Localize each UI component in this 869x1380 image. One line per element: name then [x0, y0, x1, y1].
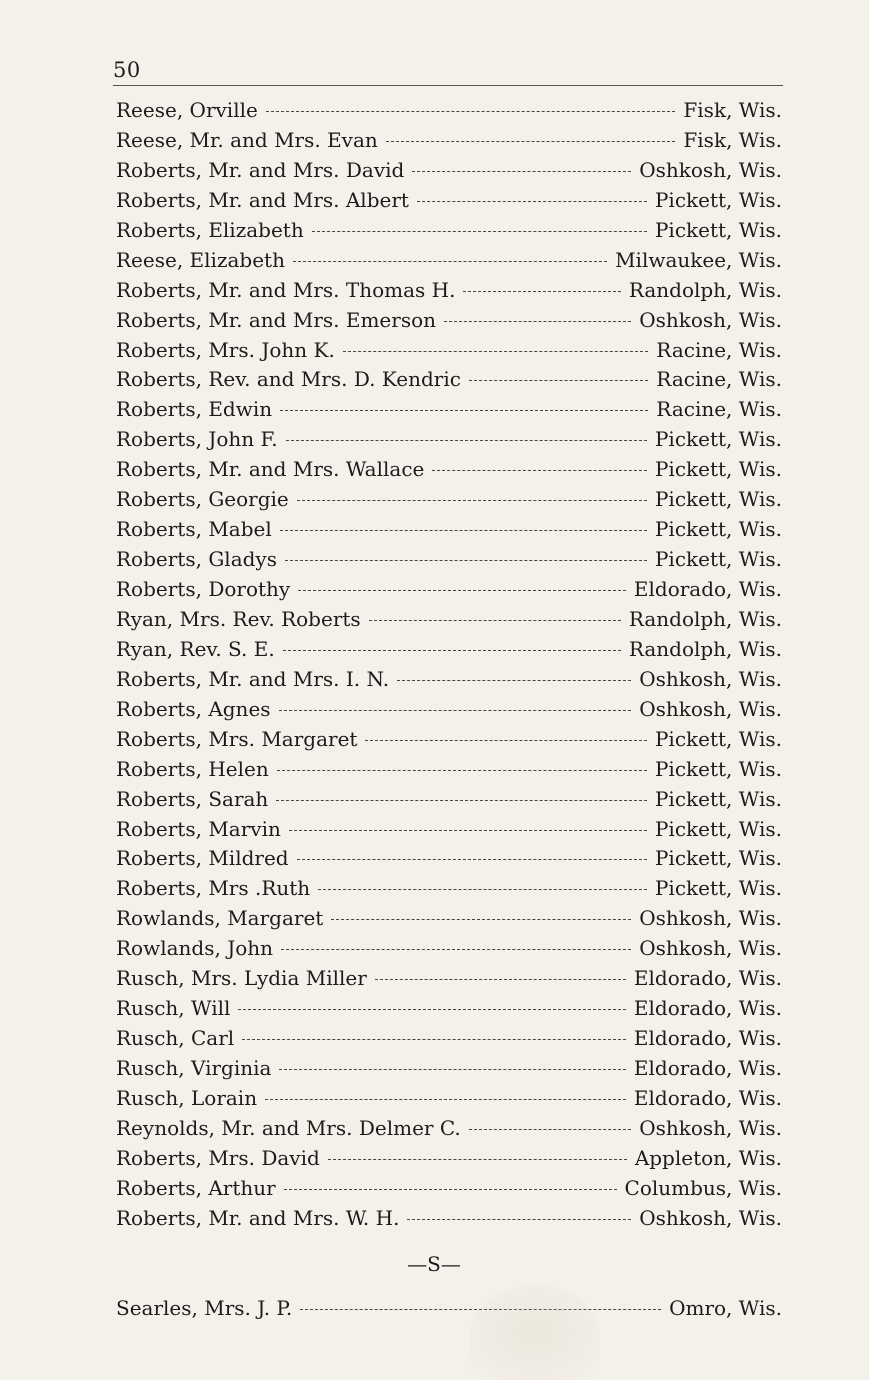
- entry-name: Roberts, Mr. and Mrs. Thomas H.: [116, 277, 456, 302]
- dot-leader: [280, 530, 647, 531]
- entry-place: Pickett, Wis.: [654, 846, 782, 871]
- directory-entry: [116, 1114, 782, 1144]
- entry-place: Oshkosh, Wis.: [639, 666, 782, 691]
- entry-name: Rowlands, Margaret: [116, 906, 324, 931]
- dot-leader: [312, 231, 647, 232]
- entry-name: Rusch, Will: [116, 996, 231, 1021]
- directory-entry: [116, 336, 782, 366]
- directory-entry: [116, 216, 782, 246]
- entry-place: Columbus, Wis.: [624, 1175, 782, 1200]
- entry-place: Pickett, Wis.: [654, 547, 782, 572]
- entry-place: Randolph, Wis.: [628, 636, 782, 661]
- dot-leader: [432, 470, 647, 471]
- directory-entry: [116, 96, 782, 126]
- entry-name: Roberts, Georgie: [116, 487, 289, 512]
- section-r-list: [116, 96, 782, 1234]
- directory-entry: [116, 156, 782, 186]
- directory-entry: [116, 934, 782, 964]
- entry-place: Eldorado, Wis.: [633, 1056, 782, 1080]
- entry-place: Pickett, Wis.: [654, 427, 782, 452]
- entry-place: Pickett, Wis.: [654, 786, 782, 811]
- directory-entry: [116, 365, 782, 395]
- dot-leader: [289, 830, 647, 831]
- entry-name: Roberts, Arthur: [116, 1175, 276, 1200]
- entry-place: Pickett, Wis.: [654, 187, 782, 212]
- entry-name: Roberts, Mr. and Mrs. W. H.: [116, 1205, 400, 1230]
- directory-entries: [116, 96, 782, 1324]
- entry-name: Roberts, Mildred: [116, 846, 289, 871]
- entry-place: Fisk, Wis.: [683, 127, 782, 152]
- entry-place: Oshkosh, Wis.: [639, 1205, 782, 1230]
- entry-name: Roberts, Mr. and Mrs. Wallace: [116, 457, 425, 482]
- entry-name: Roberts, Mrs .Ruth: [116, 876, 311, 901]
- entry-name: Rowlands, John: [116, 936, 274, 961]
- entry-name: Roberts, Mr. and Mrs. Albert: [116, 187, 409, 212]
- section-s-list: [116, 1294, 782, 1324]
- entry-place: Randolph, Wis.: [628, 606, 782, 631]
- dot-leader: [331, 919, 631, 920]
- dot-leader: [297, 500, 647, 501]
- entry-place: Pickett, Wis.: [654, 816, 782, 841]
- entry-name: Rusch, Carl: [116, 1026, 235, 1051]
- dot-leader: [386, 141, 676, 142]
- dot-leader: [283, 650, 621, 651]
- dot-leader: [238, 1009, 625, 1010]
- entry-place: Appleton, Wis.: [634, 1145, 782, 1170]
- entry-name: Reynolds, Mr. and Mrs. Delmer C.: [116, 1115, 461, 1140]
- dot-leader: [365, 740, 647, 741]
- entry-place: Eldorado, Wis.: [633, 966, 782, 991]
- entry-place: Randolph, Wis.: [628, 277, 782, 302]
- entry-name: Ryan, Rev. S. E.: [116, 636, 275, 661]
- entry-name: Roberts, Mrs. David: [116, 1145, 320, 1170]
- entry-name: Roberts, Mr. and Mrs. I. N.: [116, 666, 390, 691]
- dot-leader: [412, 171, 631, 172]
- entry-name: Roberts, Edwin: [116, 397, 273, 422]
- directory-entry: [116, 306, 782, 336]
- entry-place: Oshkosh, Wis.: [639, 696, 782, 721]
- directory-entry: [116, 755, 782, 785]
- entry-place: Pickett, Wis.: [654, 756, 782, 781]
- dot-leader: [279, 1069, 625, 1070]
- entry-place: Oshkosh, Wis.: [639, 936, 782, 961]
- entry-place: Pickett, Wis.: [654, 876, 782, 901]
- dot-leader: [417, 201, 647, 202]
- dot-leader: [343, 351, 648, 352]
- entry-name: Rusch, Virginia: [116, 1056, 272, 1080]
- dot-leader: [281, 949, 631, 950]
- directory-entry: [116, 1294, 782, 1324]
- page-number: 50: [113, 58, 141, 82]
- paper-stain: [470, 1285, 600, 1380]
- directory-entry: [116, 665, 782, 695]
- dot-leader: [265, 1099, 626, 1100]
- directory-entry: [116, 455, 782, 485]
- entry-name: Roberts, Helen: [116, 756, 269, 781]
- entry-place: Racine, Wis.: [656, 367, 782, 392]
- entry-place: Pickett, Wis.: [654, 217, 782, 242]
- dot-leader: [297, 859, 647, 860]
- dot-leader: [266, 111, 676, 112]
- directory-entry: [116, 575, 782, 605]
- entry-place: Pickett, Wis.: [654, 457, 782, 482]
- dot-leader: [286, 440, 647, 441]
- directory-entry: [116, 126, 782, 156]
- directory-entry: [116, 1024, 782, 1054]
- entry-name: Roberts, Marvin: [116, 816, 281, 841]
- directory-entry: [116, 395, 782, 425]
- dot-leader: [469, 1129, 631, 1130]
- directory-entry: [116, 904, 782, 934]
- directory-entry: [116, 605, 782, 635]
- entry-name: Roberts, Sarah: [116, 786, 269, 811]
- entry-name: Roberts, Gladys: [116, 547, 277, 572]
- entry-name: Reese, Elizabeth: [116, 247, 285, 272]
- directory-entry: [116, 1084, 782, 1114]
- directory-entry: [116, 1054, 782, 1084]
- dot-leader: [280, 410, 648, 411]
- dot-leader: [298, 590, 626, 591]
- entry-name: Roberts, Elizabeth: [116, 217, 304, 242]
- entry-place: Racine, Wis.: [656, 397, 782, 422]
- entry-place: Pickett, Wis.: [654, 726, 782, 751]
- directory-entry: [116, 874, 782, 904]
- entry-name: Rusch, Mrs. Lydia Miller: [116, 966, 367, 991]
- directory-entry: [116, 785, 782, 815]
- entry-name: Rusch, Lorain: [116, 1085, 258, 1110]
- directory-entry: [116, 246, 782, 276]
- header-rule: [113, 85, 783, 86]
- entry-place: Omro, Wis.: [669, 1295, 782, 1320]
- directory-entry: [116, 815, 782, 845]
- entry-place: Eldorado, Wis.: [633, 1085, 782, 1110]
- entry-place: Pickett, Wis.: [654, 517, 782, 542]
- dot-leader: [375, 979, 626, 980]
- directory-entry: [116, 186, 782, 216]
- directory-entry: [116, 1144, 782, 1174]
- entry-place: Milwaukee, Wis.: [615, 247, 782, 272]
- section-s-heading: —S—: [407, 1251, 461, 1276]
- directory-entry: [116, 844, 782, 874]
- dot-leader: [463, 291, 620, 292]
- directory-entry: [116, 425, 782, 455]
- dot-leader: [318, 889, 647, 890]
- entry-name: Roberts, Dorothy: [116, 577, 291, 601]
- dot-leader: [444, 321, 631, 322]
- dot-leader: [469, 380, 648, 381]
- dot-leader: [397, 680, 631, 681]
- entry-place: Oshkosh, Wis.: [639, 1115, 782, 1140]
- directory-entry: [116, 485, 782, 515]
- entry-name: Ryan, Mrs. Rev. Roberts: [116, 606, 361, 631]
- entry-name: Roberts, Agnes: [116, 696, 271, 721]
- directory-entry: [116, 1204, 782, 1234]
- dot-leader: [285, 560, 647, 561]
- dot-leader: [369, 620, 621, 621]
- directory-entry: [116, 964, 782, 994]
- dot-leader: [277, 770, 647, 771]
- entry-name: Roberts, Rev. and Mrs. D. Kendric: [116, 367, 461, 392]
- entry-place: Eldorado, Wis.: [633, 996, 782, 1021]
- entry-name: Reese, Mr. and Mrs. Evan: [116, 127, 378, 152]
- entry-place: Pickett, Wis.: [654, 487, 782, 512]
- directory-entry: [116, 1174, 782, 1204]
- dot-leader: [279, 710, 632, 711]
- entry-name: Roberts, Mr. and Mrs. David: [116, 157, 405, 182]
- entry-place: Oshkosh, Wis.: [639, 906, 782, 931]
- directory-entry: [116, 994, 782, 1024]
- entry-name: Roberts, Mrs. John K.: [116, 337, 335, 362]
- dot-leader: [328, 1159, 627, 1160]
- entry-name: Roberts, Mabel: [116, 517, 272, 542]
- directory-entry: [116, 276, 782, 306]
- entry-place: Oshkosh, Wis.: [639, 157, 782, 182]
- dot-leader: [293, 261, 607, 262]
- dot-leader: [284, 1189, 617, 1190]
- entry-place: Eldorado, Wis.: [633, 1026, 782, 1051]
- dot-leader: [276, 800, 647, 801]
- entry-name: Searles, Mrs. J. P.: [116, 1295, 293, 1320]
- entry-name: Roberts, Mrs. Margaret: [116, 726, 358, 751]
- directory-entry: [116, 515, 782, 545]
- directory-entry: [116, 635, 782, 665]
- entry-place: Oshkosh, Wis.: [639, 307, 782, 332]
- dot-leader: [242, 1039, 626, 1040]
- entry-name: Roberts, John F.: [116, 427, 278, 452]
- entry-place: Eldorado, Wis.: [633, 577, 782, 601]
- entry-place: Racine, Wis.: [656, 337, 782, 362]
- directory-entry: [116, 725, 782, 755]
- entry-name: Roberts, Mr. and Mrs. Emerson: [116, 307, 436, 332]
- dot-leader: [407, 1219, 631, 1220]
- entry-place: Fisk, Wis.: [683, 98, 782, 122]
- directory-entry: [116, 695, 782, 725]
- entry-name: Reese, Orville: [116, 98, 258, 122]
- directory-entry: [116, 545, 782, 575]
